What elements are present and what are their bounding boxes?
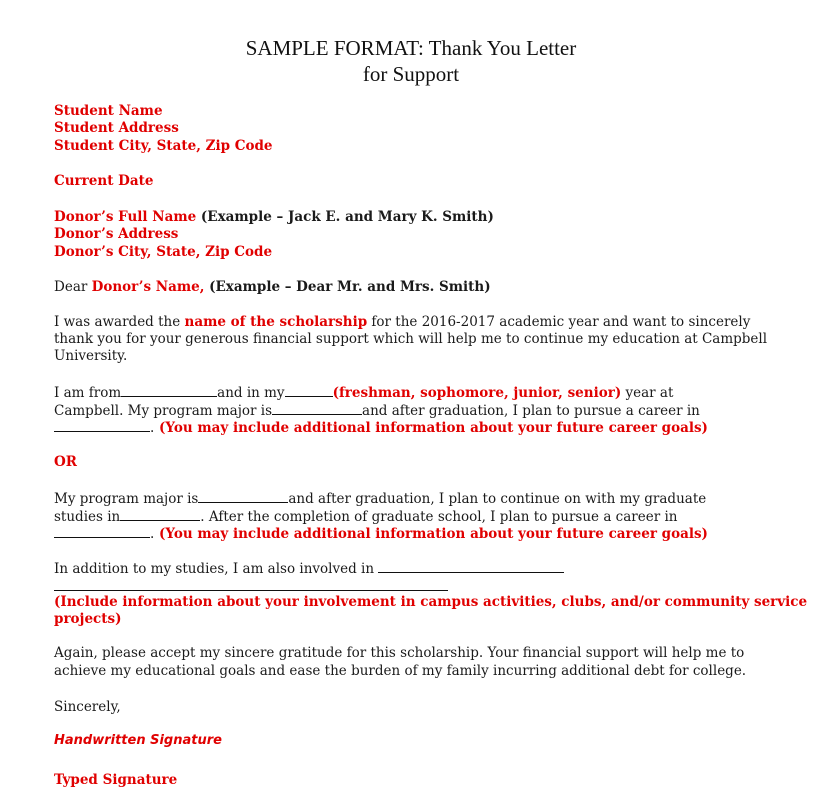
involvement-note-line2: projects) [54, 611, 122, 627]
para2-text-d: year at [621, 385, 674, 401]
greeting-dear: Dear [54, 279, 92, 295]
para1-line3: University. [54, 348, 128, 364]
class-year-blank[interactable] [285, 383, 333, 397]
typed-signature: Typed Signature [54, 772, 178, 788]
para1-line1 [54, 313, 750, 331]
title-line-2: for Support [362, 62, 460, 86]
involvement-blank-line[interactable] [54, 590, 448, 591]
para1-text-a: I was awarded the [54, 314, 185, 330]
para4-line1 [54, 559, 564, 578]
para2-line3 [54, 418, 708, 437]
graduate-studies-blank[interactable] [120, 507, 200, 521]
current-date: Current Date [54, 173, 154, 189]
para2-text-f: and after graduation, I plan to pursue a career in [362, 403, 700, 419]
para3-text-d: . After the completion of graduate school, I plan to pursue a career in [200, 509, 678, 525]
donor-city: Donor’s City, State, Zip Code [54, 244, 273, 260]
donor-full-name: Donor’s Full Name [54, 209, 197, 225]
para3-text-a: My program major is [54, 491, 199, 507]
scholarship-name-placeholder: name of the scholarship [184, 314, 368, 330]
class-year-options: (freshman, sophomore, junior, senior) [332, 385, 622, 401]
para3-text-c: studies in [54, 509, 121, 525]
para3-text-b: and after graduation, I plan to continue on with my graduate [288, 491, 707, 507]
student-name: Student Name [54, 103, 163, 119]
handwritten-signature: Handwritten Signature [54, 733, 222, 748]
student-city: Student City, State, Zip Code [54, 138, 273, 154]
para2-text-e: Campbell. My program major is [54, 403, 273, 419]
para3-period: . [150, 526, 155, 542]
career-blank[interactable] [54, 418, 150, 432]
or-label: OR [54, 454, 77, 470]
donor-full-name-line [54, 208, 494, 226]
para2-text-a: I am from [54, 385, 122, 401]
major-blank-2[interactable] [198, 489, 288, 503]
donor-full-name-example: (Example – Jack E. and Mary K. Smith) [196, 209, 494, 225]
title-line-1: SAMPLE FORMAT: Thank You Letter [245, 36, 577, 60]
para4-text: In addition to my studies, I am also involved in [54, 561, 379, 577]
para2-period: . [150, 420, 155, 436]
involvement-note-line1: (Include information about your involvement in campus activities, clubs, and/or community service [54, 594, 808, 610]
involvement-blank[interactable] [378, 559, 564, 573]
greeting-line [54, 278, 491, 296]
donor-address: Donor’s Address [54, 226, 179, 242]
career-blank-2[interactable] [54, 524, 150, 538]
greeting-example: (Example – Dear Mr. and Mrs. Smith) [204, 279, 491, 295]
greeting-donor-name: Donor’s Name, [91, 279, 205, 295]
student-address: Student Address [54, 120, 179, 136]
para2-text-b: and in my [217, 385, 285, 401]
para3-line3 [54, 524, 708, 543]
para5-line2: achieve my educational goals and ease the burden of my family incurring additional debt for college. [54, 663, 747, 679]
para5-line1: Again, please accept my sincere gratitude for this scholarship. Your financial support will help me to [54, 645, 745, 661]
major-blank[interactable] [272, 401, 362, 415]
para3-line1 [54, 489, 706, 508]
para1-text-c: for the 2016-2017 academic year and want to sincerely [367, 314, 751, 330]
closing: Sincerely, [54, 699, 121, 715]
career-goals-note-2: (You may include additional information about your future career goals) [154, 526, 708, 542]
career-goals-note: (You may include additional information about your future career goals) [154, 420, 708, 436]
para1-line2: thank you for your generous financial support which will help me to continue my education at Campbell [54, 331, 768, 347]
para2-line1 [54, 383, 673, 402]
hometown-blank[interactable] [121, 383, 217, 397]
